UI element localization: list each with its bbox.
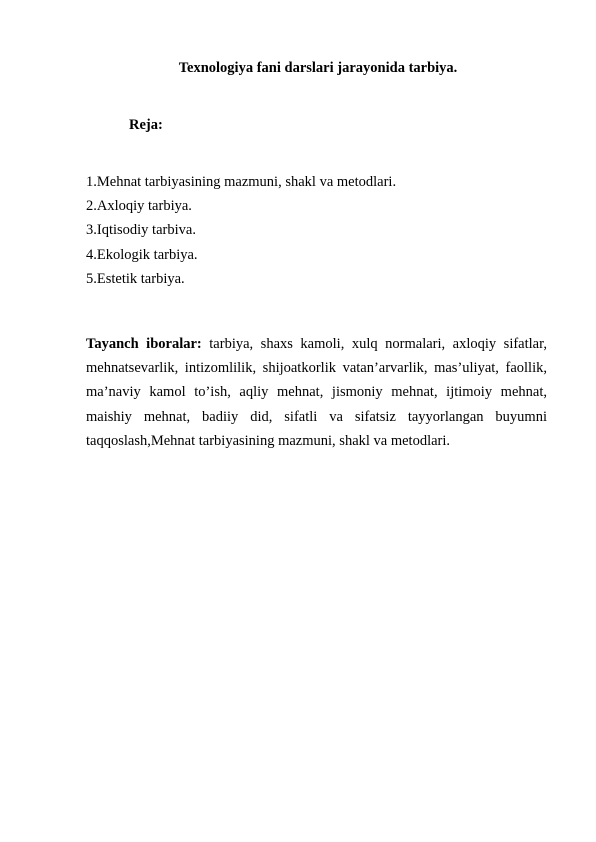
plan-item: 2.Axloqiy tarbiya. <box>86 198 192 215</box>
plan-item: 3.Iqtisodiy tarbiva. <box>86 222 196 239</box>
plan-list <box>86 170 396 291</box>
plan-item: 4.Ekologik tarbiya. <box>86 246 198 263</box>
keywords-paragraph <box>86 332 547 453</box>
plan-item: 1.Mehnat tarbiyasining mazmuni, shakl va metodlari. <box>86 174 397 190</box>
keywords-label: Tayanch iboralar: <box>86 336 202 352</box>
plan-heading: Reja: <box>129 117 163 133</box>
plan-item: 5.Estetik tarbiya. <box>86 270 185 287</box>
keywords-text: tarbiya, shaxs kamoli, xulq normalari, axloqiy sifatlar, mehnatsevarlik, intizomlilik, shijoatkorlik vatan’arvarlik, mas’uliyat, faollik, ma’naviy kamol to’ish, aqliy mehnat, jismoniy mehnat, ijtimoiy mehnat, maishiy mehnat, badiiy did, sifatli va sifatsiz tayyorlangan buyumni taqqoslash,Mehnat tarbiyasining mazmuni, shakl va metodlari. <box>86 336 547 449</box>
document-title: Texnologiya fani darslari jarayonida tarbiya. <box>178 60 458 76</box>
